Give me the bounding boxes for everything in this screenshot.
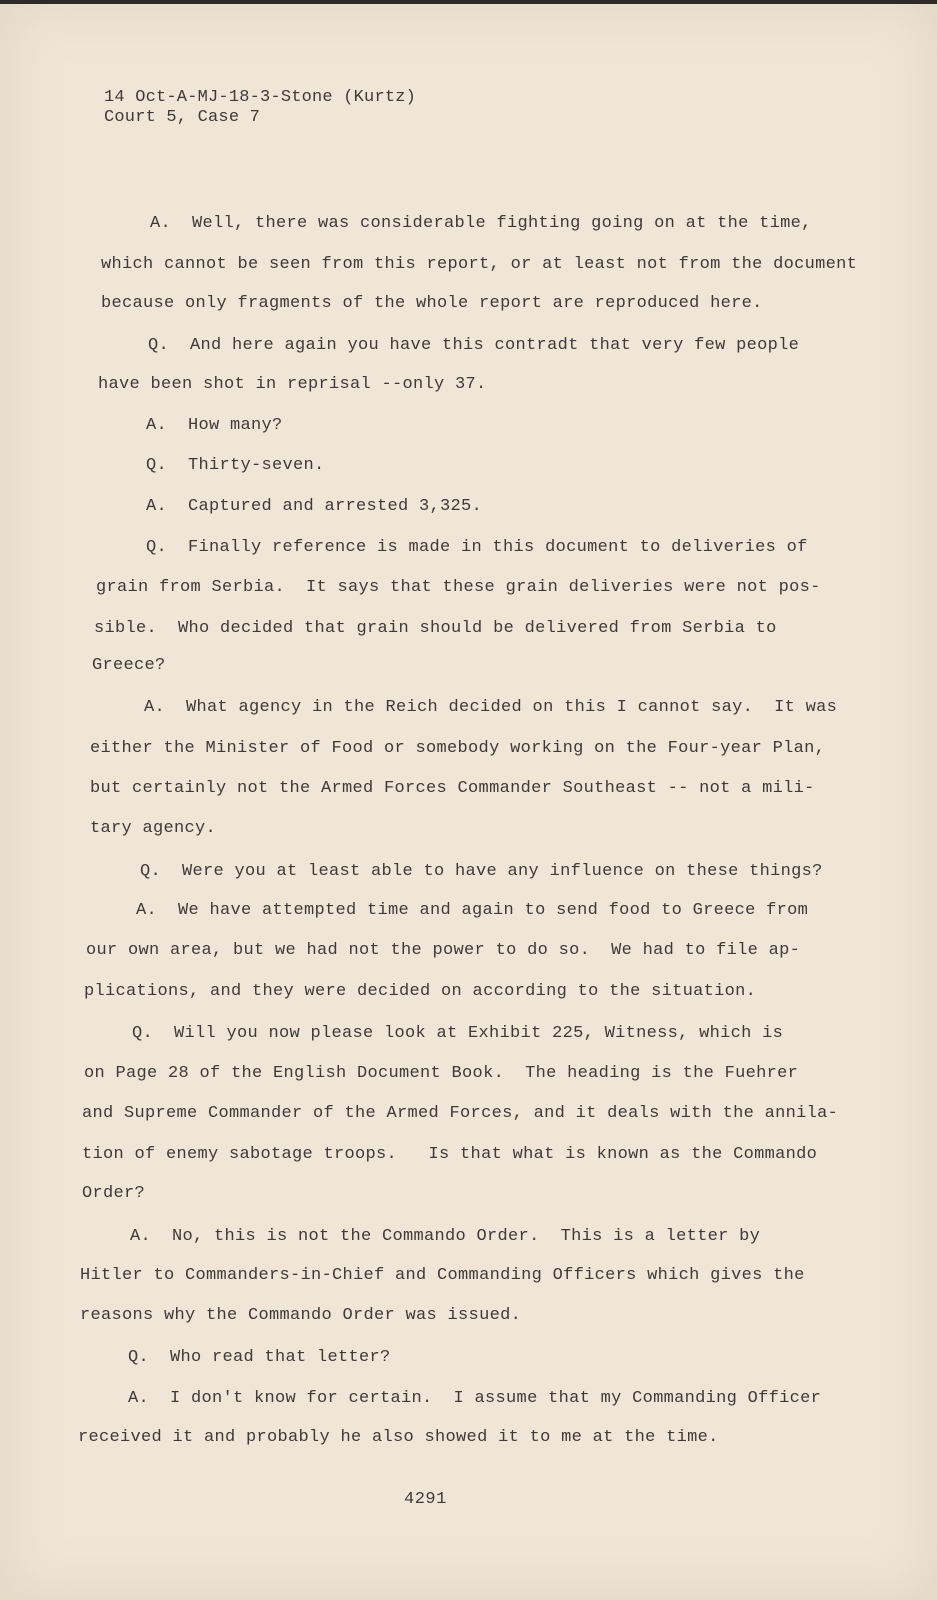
text-line-22: on Page 28 of the English Document Book. The heading is the Fuehrer: [84, 1064, 799, 1083]
text-line-27: Hitler to Commanders-in-Chief and Commanding Officers which gives the: [80, 1266, 805, 1285]
text-line-17: Q. Were you at least able to have any influence on these things?: [140, 862, 823, 881]
text-line-29: Q. Who read that letter?: [128, 1348, 391, 1367]
text-line-3: because only fragments of the whole report are reproduced here.: [101, 294, 763, 313]
text-line-15: but certainly not the Armed Forces Commander Southeast -- not a mili-: [90, 779, 815, 798]
text-line-28: reasons why the Commando Order was issued.: [80, 1306, 522, 1325]
page-number: 4291: [404, 1490, 447, 1509]
text-line-10: grain from Serbia. It says that these grain deliveries were not pos-: [96, 578, 821, 597]
document-header: [104, 88, 416, 128]
page-top-edge: [0, 0, 937, 4]
text-line-2: which cannot be seen from this report, or at least not from the document: [101, 255, 858, 274]
text-line-30: A. I don't know for certain. I assume that my Commanding Officer: [128, 1389, 822, 1408]
text-line-13: A. What agency in the Reich decided on this I cannot say. It was: [144, 698, 838, 717]
header-line-2: Court 5, Case 7: [104, 108, 261, 127]
text-line-19: our own area, but we had not the power to do so. We had to file ap-: [86, 941, 801, 960]
text-line-12: Greece?: [92, 656, 166, 675]
text-line-21: Q. Will you now please look at Exhibit 225, Witness, which is: [132, 1024, 784, 1043]
text-line-7: Q. Thirty-seven.: [146, 456, 325, 475]
text-line-31: received it and probably he also showed it to me at the time.: [78, 1428, 719, 1447]
text-line-25: Order?: [82, 1184, 146, 1203]
text-line-24: tion of enemy sabotage troops. Is that what is known as the Commando: [82, 1145, 818, 1164]
text-line-5: have been shot in reprisal --only 37.: [98, 375, 487, 394]
text-line-14: either the Minister of Food or somebody working on the Four-year Plan,: [90, 739, 826, 758]
text-line-16: tary agency.: [90, 819, 217, 838]
text-line-11: sible. Who decided that grain should be delivered from Serbia to: [94, 619, 777, 638]
text-line-9: Q. Finally reference is made in this document to deliveries of: [146, 538, 808, 557]
header-line-1: 14 Oct-A-MJ-18-3-Stone (Kurtz): [104, 88, 417, 107]
text-line-23: and Supreme Commander of the Armed Forces, and it deals with the annila-: [82, 1104, 839, 1123]
text-line-26: A. No, this is not the Commando Order. This is a letter by: [130, 1227, 761, 1246]
text-line-1: A. Well, there was considerable fighting going on at the time,: [150, 214, 812, 233]
text-line-6: A. How many?: [146, 416, 283, 435]
text-line-20: plications, and they were decided on according to the situation.: [84, 982, 757, 1001]
text-line-18: A. We have attempted time and again to send food to Greece from: [136, 901, 809, 920]
text-line-8: A. Captured and arrested 3,325.: [146, 497, 483, 516]
text-line-4: Q. And here again you have this contradt that very few people: [148, 336, 800, 355]
